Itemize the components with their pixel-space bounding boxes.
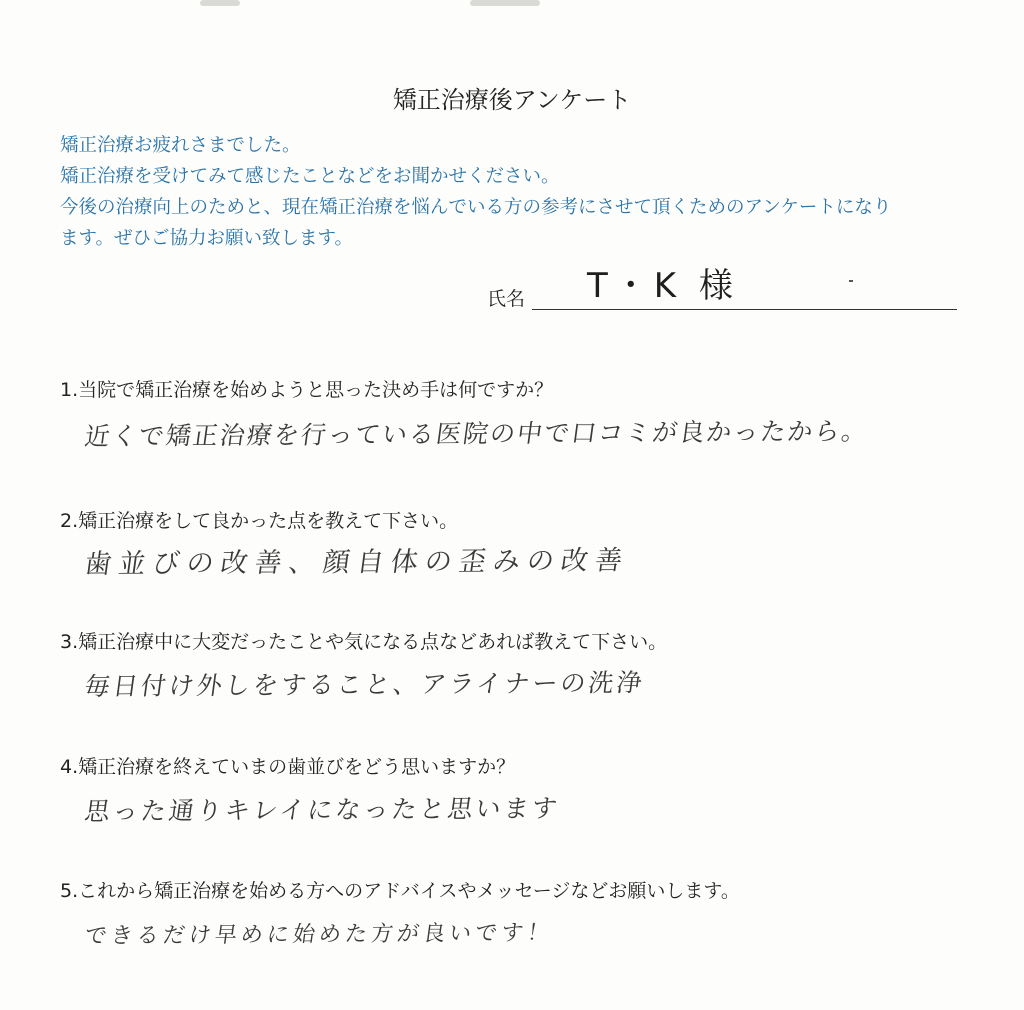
- scan-mark: [470, 0, 540, 6]
- intro-text: [60, 130, 980, 254]
- answer-5: できるだけ早めに始めた方が良いです！: [83, 920, 555, 949]
- answer-2: 歯並びの改善、顔自体の歪みの改善: [82, 545, 632, 580]
- ink-dot: [849, 280, 853, 282]
- question-2: 2.矯正治療をして良かった点を教えて下さい。: [60, 510, 459, 532]
- scan-mark: [200, 0, 240, 6]
- question-1: 1.当院で矯正治療を始めようと思った決め手は何ですか？: [60, 379, 554, 401]
- intro-line: 矯正治療お疲れさまでした。: [60, 135, 301, 156]
- intro-line: 矯正治療を受けてみて感じたことなどをお聞かせください。: [60, 166, 560, 187]
- page-title: 矯正治療後アンケート: [392, 86, 632, 114]
- answer-1: 近くで矯正治療を行っている医院の中で口コミが良かったから。: [82, 416, 871, 451]
- answer-3: 毎日付け外しをすること、アライナーの洗浄: [82, 668, 647, 701]
- name-value: T・K 様: [587, 266, 739, 306]
- intro-line: 今後の治療向上のためと、現在矯正治療を悩んでいる方の参考にさせて頂くためのアンケートになり: [60, 197, 892, 218]
- intro-line: ます。ぜひご協力お願い致します。: [60, 228, 354, 249]
- answer-4: 思った通りキレイになったと思います: [82, 793, 562, 826]
- name-field: [487, 258, 957, 313]
- name-underline: [532, 309, 957, 310]
- question-5: 5.これから矯正治療を始める方へのアドバイスやメッセージなどお願いします。: [60, 880, 740, 902]
- question-3: 3.矯正治療中に大変だったことや気になる点などあれば教えて下さい。: [60, 631, 668, 653]
- name-label: 氏名: [487, 288, 526, 310]
- question-4: 4.矯正治療を終えていまの歯並びをどう思いますか？: [60, 756, 516, 778]
